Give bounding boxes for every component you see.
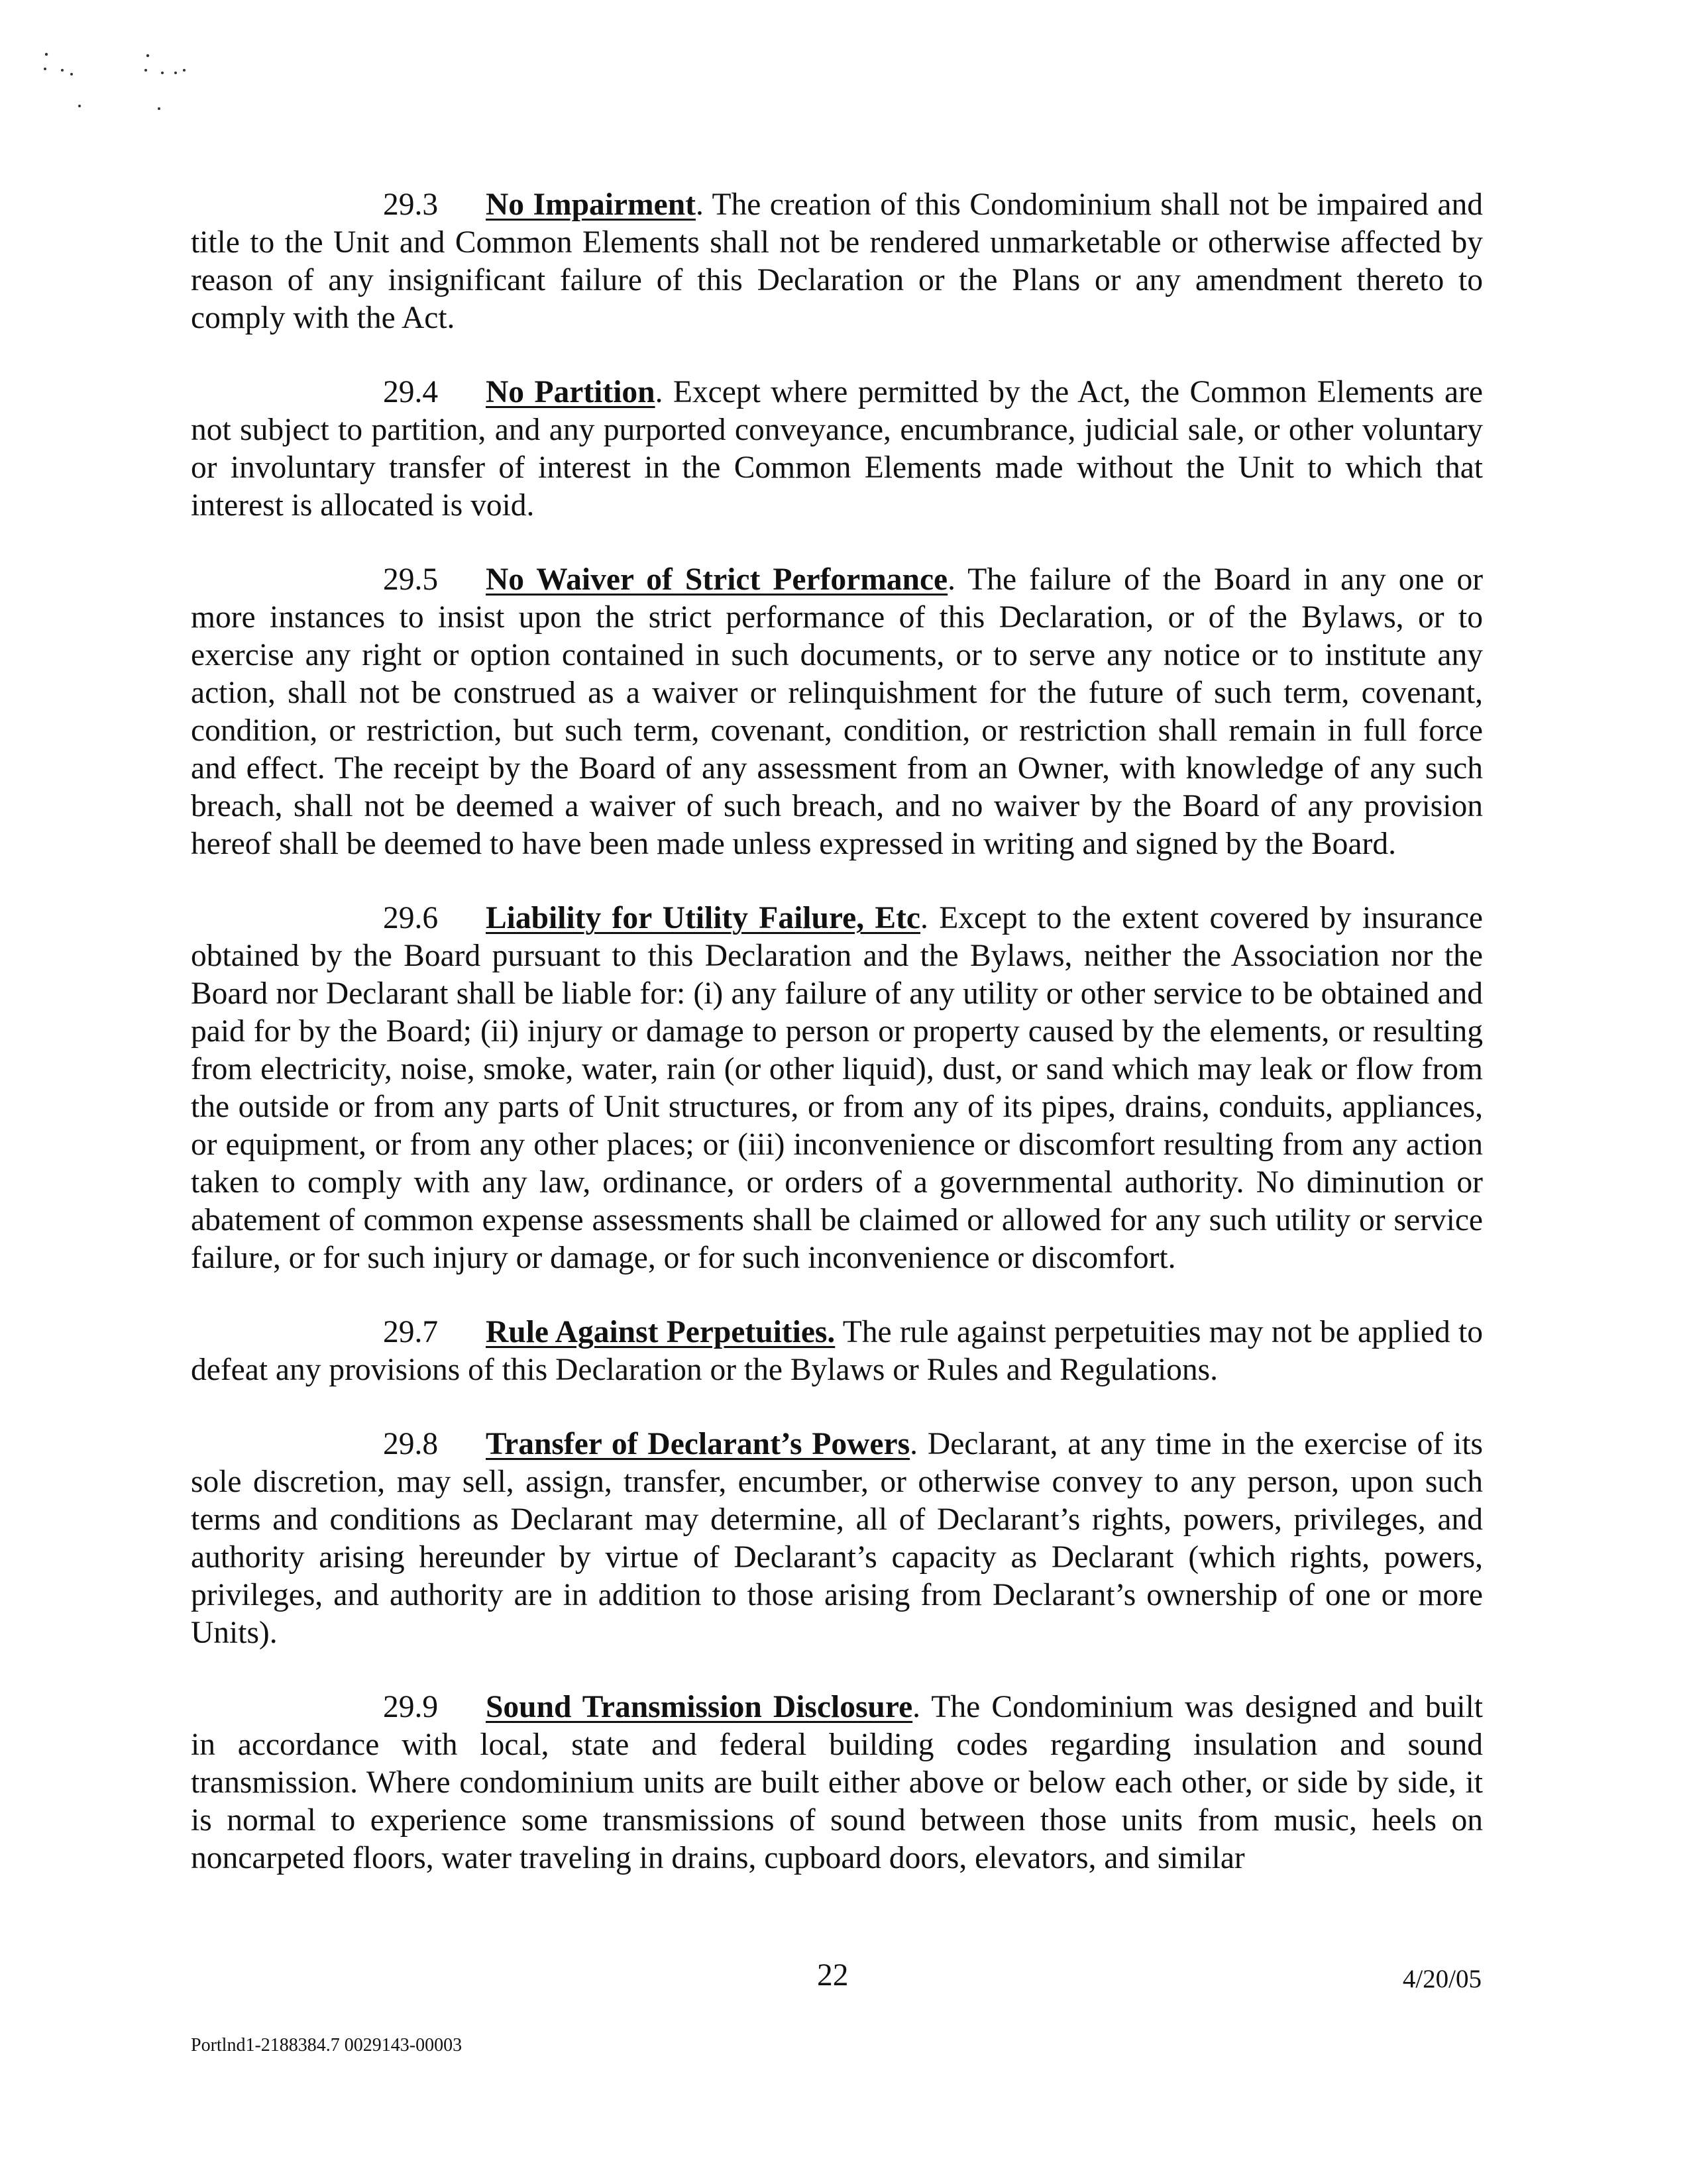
- section-number: 29.9: [383, 1690, 439, 1724]
- section-number: 29.6: [383, 901, 439, 935]
- section-heading: No Impairment: [486, 187, 696, 222]
- section-29-8: [191, 1426, 1483, 1652]
- section-text: . Declarant, at any time in the exercise of its sole discretion, may sell, assign, transfer, encumber, or otherwise convey to any person, upon such terms and conditions as Declarant may determine, all of Declarant’s rights, powers, privileges, and authority arising hereunder by virtue of Declarant’s capacity as Declarant (which rights, powers, privileges, and authority are in addition to those arising from Declarant’s ownership of one or more Units).: [191, 1427, 1484, 1650]
- section-text: . Except to the extent covered by insurance obtained by the Board pursuant to this Declaration and the Bylaws, neither the Association nor the Board nor Declarant shall be liable for: (i) any failure of any utility or other service to be obtained and paid for by the Board; (ii) injury or damage to person or property caused by the elements, or resulting from electricity, noise, smoke, water, rain (or other liquid), dust, or sand which may leak or flow from the outside or from any parts of Unit structures, or from any of its pipes, drains, conduits, appliances, or equipment, or from any other places; or (iii) inconvenience or discomfort resulting from any action taken to comply with any law, ordinance, or orders of a governmental authority. No diminution or abatement of common expense assessments shall be claimed or allowed for any such utility or service failure, or for such injury or damage, or for such inconvenience or discomfort.: [191, 901, 1483, 1275]
- section-text: . The creation of this Condominium shall not be impaired and title to the Unit and Common Elements shall not be rendered unmarketable or otherwise affected by reason of any insignificant failure of this Declaration or the Plans or any amendment thereto to comply with the Act.: [191, 187, 1483, 335]
- scan-speck-marks: [40, 46, 212, 119]
- section-heading: Transfer of Declarant’s Powers: [486, 1427, 910, 1461]
- section-heading: Sound Transmission Disclosure: [486, 1690, 913, 1724]
- section-29-7: [191, 1314, 1483, 1389]
- section-heading: No Partition: [486, 375, 655, 409]
- section-29-5: [191, 561, 1483, 863]
- document-id: Portlnd1-2188384.7 0029143-00003: [191, 2035, 463, 2055]
- page-number: 22: [817, 1958, 849, 1993]
- section-number: 29.3: [383, 187, 439, 222]
- section-heading: Rule Against Perpetuities.: [486, 1315, 836, 1349]
- section-heading: No Waiver of Strict Performance: [486, 562, 948, 597]
- section-number: 29.8: [383, 1427, 439, 1461]
- section-29-3: [191, 186, 1483, 337]
- document-body: [191, 186, 1483, 1914]
- section-29-6: [191, 900, 1483, 1277]
- section-text: . The failure of the Board in any one or more instances to insist upon the strict performance of this Declaration, or of the Bylaws, or to exercise any right or option contained in such documents, or to serve any notice or to institute any action, shall not be construed as a waiver or relinquishment for the future of such term, covenant, condition, or restriction, but such term, covenant, condition, or restriction shall remain in full force and effect. The receipt by the Board of any assessment from an Owner, with knowledge of any such breach, shall not be deemed a waiver of such breach, and no waiver by the Board of any provision hereof shall be deemed to have been made unless expressed in writing and signed by the Board.: [191, 562, 1484, 861]
- section-text: . The Condominium was designed and built in accordance with local, state and federal building codes regarding insulation and sound transmission. Where condominium units are built either above or below each other, or side by side, it is normal to experience some transmissions of sound between those units from music, heels on noncarpeted floors, water traveling in drains, cupboard doors, elevators, and similar: [191, 1690, 1483, 1875]
- section-29-4: [191, 374, 1483, 525]
- section-number: 29.7: [383, 1315, 439, 1349]
- section-heading: Liability for Utility Failure, Etc: [486, 901, 920, 935]
- section-text: The rule against perpetuities may not be applied to defeat any provisions of this Declaration or the Bylaws or Rules and Regulations.: [191, 1315, 1484, 1387]
- section-text: . Except where permitted by the Act, the Common Elements are not subject to partition, and any purported conveyance, encumbrance, judicial sale, or other voluntary or involuntary transfer of interest in the Common Elements made without the Unit to which that interest is allocated is void.: [191, 375, 1483, 523]
- section-number: 29.4: [383, 375, 439, 409]
- revision-date: 4/20/05: [1402, 1965, 1482, 1993]
- section-29-9: [191, 1689, 1483, 1877]
- section-number: 29.5: [383, 562, 439, 597]
